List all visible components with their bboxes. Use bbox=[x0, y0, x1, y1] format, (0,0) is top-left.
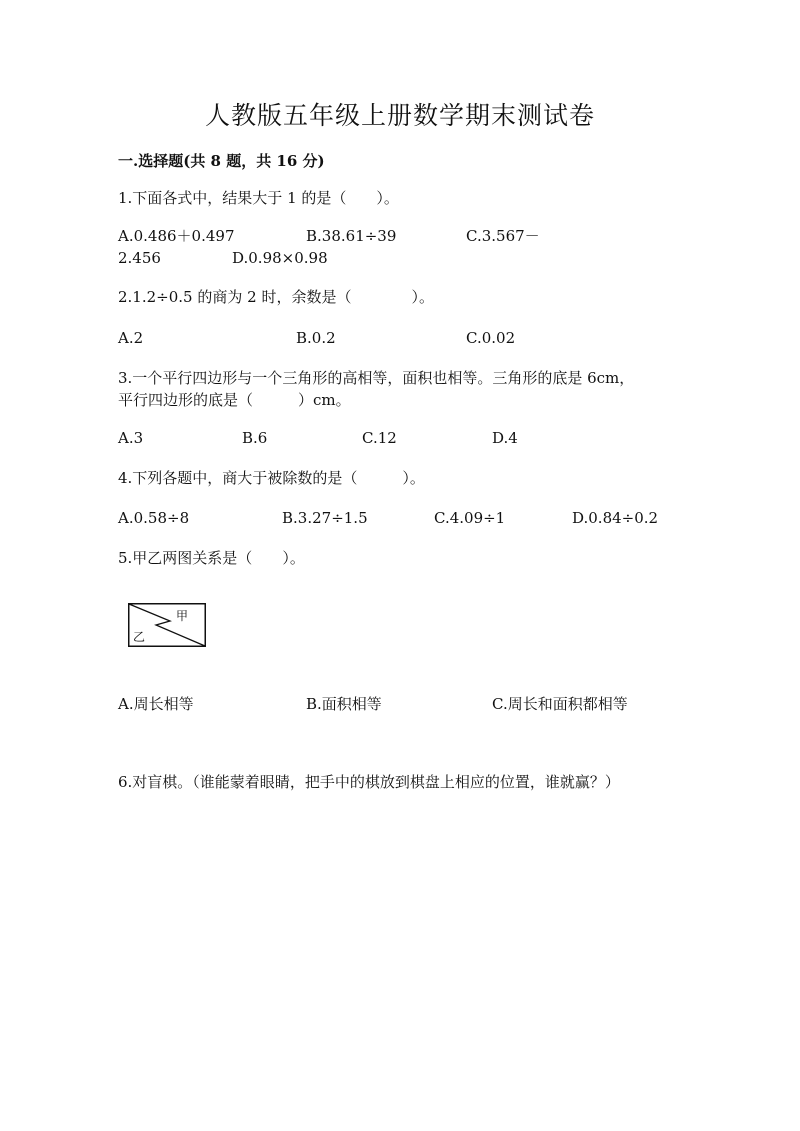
q1-option-b: B.38.61÷39 bbox=[306, 227, 397, 245]
q1-option-c-continued: 2.456 bbox=[118, 249, 161, 267]
q4-option-c: C.4.09÷1 bbox=[434, 509, 506, 527]
q3-option-b: B.6 bbox=[242, 429, 268, 447]
q1-option-a: A.0.486＋0.497 bbox=[118, 227, 235, 245]
q4-option-a: A.0.58÷8 bbox=[118, 509, 190, 527]
section-heading: 一.选择题(共 8 题，共 16 分) bbox=[118, 152, 325, 170]
question-3-line-2: 平行四边形的底是（ ）cm。 bbox=[118, 391, 351, 409]
figure-label-yi: 乙 bbox=[133, 630, 146, 644]
question-5: 5.甲乙两图关系是（ ）。 bbox=[118, 549, 305, 567]
question-3-line-1: 3.一个平行四边形与一个三角形的高相等，面积也相等。三角形的底是 6cm， bbox=[118, 369, 635, 387]
q5-option-a: A.周长相等 bbox=[118, 695, 194, 713]
q2-option-a: A.2 bbox=[118, 329, 144, 347]
q2-option-b: B.0.2 bbox=[296, 329, 336, 347]
figure-label-jia: 甲 bbox=[176, 609, 189, 623]
page-title: 人教版五年级上册数学期末测试卷 bbox=[204, 101, 595, 130]
jia-yi-figure bbox=[128, 603, 206, 647]
q5-option-b: B.面积相等 bbox=[306, 695, 382, 713]
question-2: 2.1.2÷0.5 的商为 2 时，余数是（ ）。 bbox=[118, 288, 434, 306]
q5-option-c: C.周长和面积都相等 bbox=[492, 695, 628, 713]
q3-option-c: C.12 bbox=[362, 429, 397, 447]
q3-option-a: A.3 bbox=[118, 429, 144, 447]
q4-option-b: B.3.27÷1.5 bbox=[282, 509, 368, 527]
q1-option-c: C.3.567－ bbox=[466, 227, 540, 245]
question-6: 6.对盲棋。（谁能蒙着眼睛，把手中的棋放到棋盘上相应的位置，谁就赢？） bbox=[118, 773, 620, 791]
q4-option-d: D.0.84÷0.2 bbox=[572, 509, 659, 527]
question-4: 4.下列各题中，商大于被除数的是（ ）。 bbox=[118, 469, 425, 487]
q3-option-d: D.4 bbox=[492, 429, 518, 447]
q2-option-c: C.0.02 bbox=[466, 329, 516, 347]
question-1: 1.下面各式中，结果大于 1 的是（ ）。 bbox=[118, 189, 399, 207]
q1-option-d: D.0.98×0.98 bbox=[232, 249, 328, 267]
